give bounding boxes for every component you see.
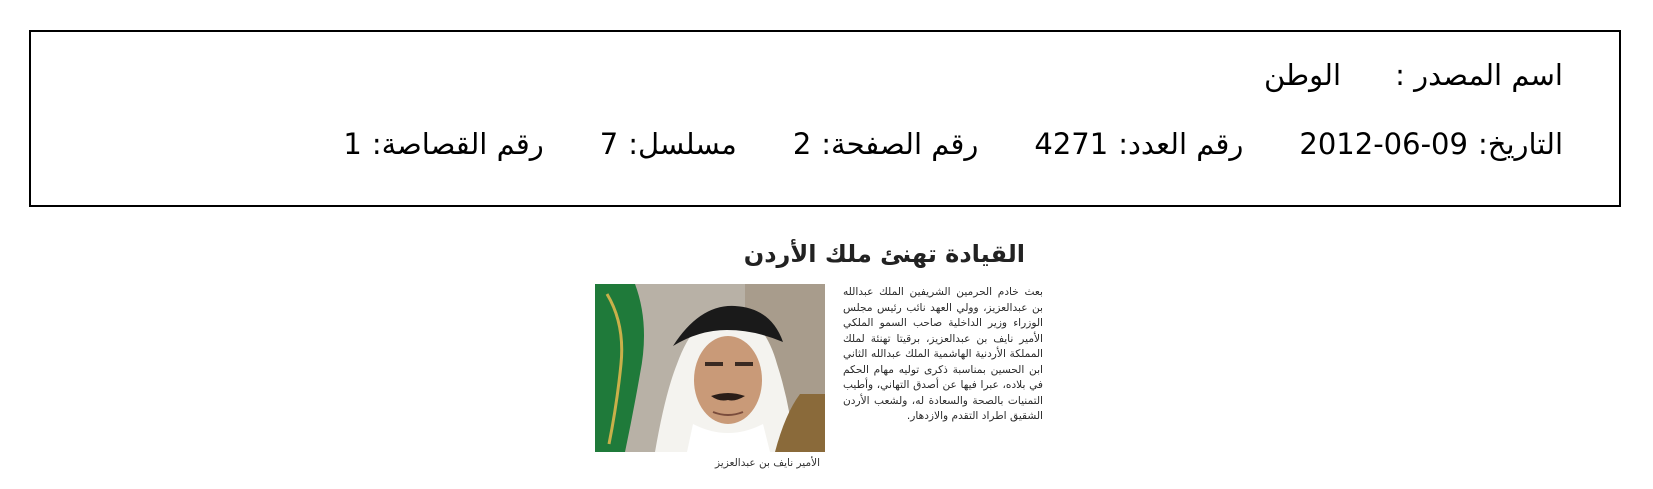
issue-field	[1034, 127, 1243, 161]
details-line	[343, 127, 1563, 161]
clipping-body: بعث خادم الحرمين الشريفين الملك عبدالله بن عبدالعزيز، وولي العهد نائب رئيس مجلس الوزراء وزير الداخلية صاحب السمو الملكي الأمير نايف بن عبدالعزيز، برقيتا تهنئة لملك المملكة الأردنية الهاشمية الملك عبدالله الثاني ابن الحسين بمناسبة ذكرى توليه مهام الحكم في بلاده، عبرا فيها عن أصدق التهاني، وأطيب التمنيات بالصحة والسعادة له، ولشعب الأردن الشقيق اطراد التقدم والازدهار.	[843, 286, 1043, 422]
date-value: 2012-06-09	[1299, 127, 1468, 161]
source-label: اسم المصدر :	[1395, 58, 1563, 92]
source-value: الوطن	[1263, 58, 1341, 92]
issue-label: رقم العدد:	[1118, 127, 1244, 161]
page-field	[793, 127, 979, 161]
serial-field	[600, 127, 737, 161]
page-value: 2	[792, 127, 812, 161]
date-label: التاريخ:	[1477, 127, 1563, 161]
metadata-box	[29, 30, 1621, 207]
source-value-field	[1264, 58, 1341, 92]
clip-number-label: رقم القصاصة:	[371, 127, 544, 161]
source-field	[1341, 58, 1563, 92]
portrait-photo	[595, 284, 825, 452]
serial-label: مسلسل:	[628, 127, 737, 161]
clip-number-field	[343, 127, 543, 161]
portrait-illustration	[595, 284, 825, 452]
date-field	[1299, 127, 1563, 161]
clip-number-value: 1	[343, 127, 362, 161]
clipping-headline: القيادة تهنئ ملك الأردن	[743, 240, 1025, 268]
newspaper-clipping	[595, 240, 1045, 480]
page-label: رقم الصفحة:	[821, 127, 979, 161]
serial-value: 7	[599, 127, 619, 161]
issue-value: 4271	[1034, 127, 1109, 161]
photo-caption: الأمير نايف بن عبدالعزيز	[715, 457, 820, 469]
source-line	[1264, 58, 1563, 92]
